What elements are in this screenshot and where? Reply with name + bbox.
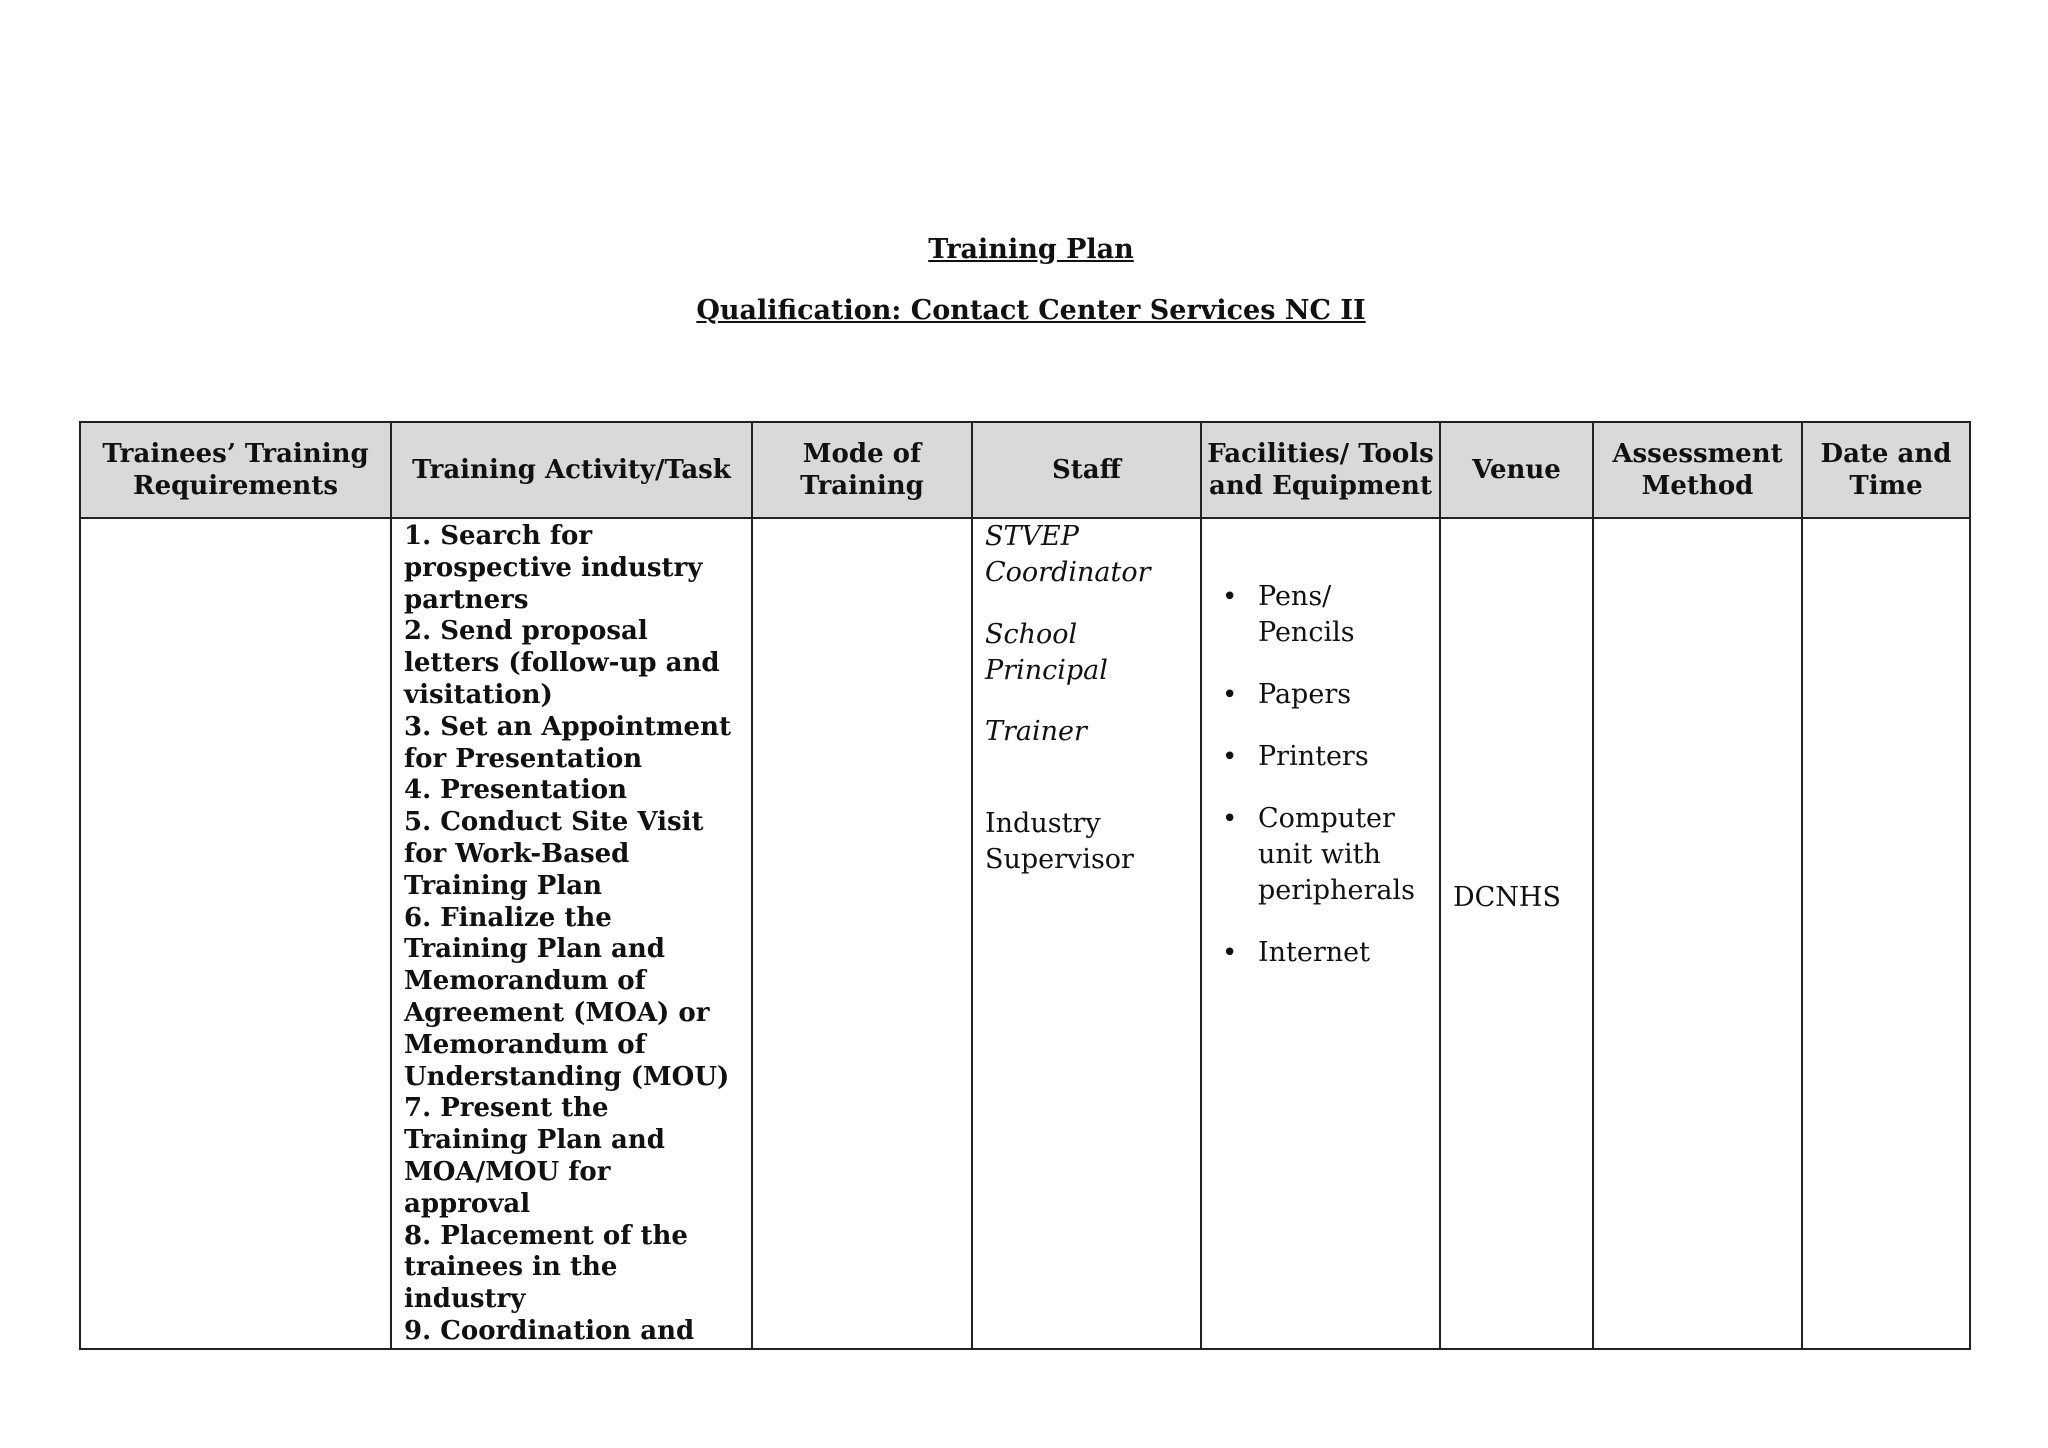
training-plan-table bbox=[79, 421, 1971, 1350]
staff-stvep-coordinator: STVEP Coordinator bbox=[985, 521, 1151, 588]
bullet-icon: • bbox=[1222, 804, 1238, 834]
activity-item: 2. Send proposal letters (follow-up and visitation) bbox=[404, 616, 720, 710]
cell-date-and-time bbox=[1802, 518, 1970, 1349]
cell-training-activities bbox=[391, 518, 752, 1349]
header-staff: Staff bbox=[972, 422, 1201, 518]
staff-school-principal: School Principal bbox=[985, 619, 1108, 686]
cell-staff bbox=[972, 518, 1201, 1349]
table-row bbox=[80, 518, 1970, 1349]
venue-value: DCNHS bbox=[1453, 882, 1561, 913]
facility-item bbox=[1220, 935, 1423, 971]
cell-assessment-method bbox=[1593, 518, 1802, 1349]
activity-item: 6. Finalize the Training Plan and Memorandum of Agreement (MOA) or Memorandum of Understanding (MOU) bbox=[404, 902, 730, 1092]
activity-item: 9. Coordination and bbox=[404, 1315, 695, 1346]
activity-item: 1. Search for prospective industry partners bbox=[404, 521, 703, 615]
cell-venue bbox=[1440, 518, 1593, 1349]
facility-item bbox=[1220, 579, 1408, 651]
cell-training-requirements bbox=[80, 518, 391, 1349]
header-date-and-time: Date and Time bbox=[1802, 422, 1970, 518]
activity-item: 8. Placement of the trainees in the industry bbox=[404, 1220, 688, 1315]
staff-industry-supervisor: Industry Supervisor bbox=[985, 808, 1134, 875]
header-training-requirements: Trainees’ Training Requirements bbox=[80, 422, 391, 518]
activity-item: 4. Presentation bbox=[404, 775, 628, 806]
facility-item bbox=[1220, 739, 1423, 775]
facilities-list bbox=[1220, 579, 1423, 997]
bullet-icon: • bbox=[1222, 742, 1238, 772]
facility-label: Pens/ Pencils bbox=[1258, 581, 1355, 648]
qualification-subtitle: Qualification: Contact Center Services NC II bbox=[696, 295, 1366, 326]
cell-mode-of-training bbox=[752, 518, 972, 1349]
cell-facilities bbox=[1201, 518, 1440, 1349]
header-facilities: Facilities/ Tools and Equipment bbox=[1201, 422, 1440, 518]
facility-label: Papers bbox=[1258, 679, 1352, 710]
table-header-row bbox=[80, 422, 1970, 518]
facility-label: Computer unit with peripherals bbox=[1258, 803, 1415, 906]
activity-item: 5. Conduct Site Visit for Work-Based Training Plan bbox=[404, 807, 704, 901]
document-title: Training Plan bbox=[928, 234, 1134, 265]
bullet-icon: • bbox=[1222, 582, 1238, 612]
facility-item bbox=[1220, 677, 1423, 713]
header-training-activity: Training Activity/Task bbox=[391, 422, 752, 518]
activity-item: 7. Present the Training Plan and MOA/MOU for approval bbox=[404, 1093, 665, 1219]
header-mode-of-training: Mode of Training bbox=[752, 422, 972, 518]
header-assessment-method: Assessment Method bbox=[1593, 422, 1802, 518]
activity-list bbox=[404, 521, 741, 1348]
facility-label: Printers bbox=[1258, 741, 1369, 772]
activity-item: 3. Set an Appointment for Presentation bbox=[404, 711, 732, 774]
staff-trainer: Trainer bbox=[985, 716, 1087, 747]
facility-label: Internet bbox=[1258, 937, 1371, 968]
header-venue: Venue bbox=[1440, 422, 1593, 518]
bullet-icon: • bbox=[1222, 938, 1238, 968]
facility-item bbox=[1220, 801, 1423, 909]
bullet-icon: • bbox=[1222, 680, 1238, 710]
